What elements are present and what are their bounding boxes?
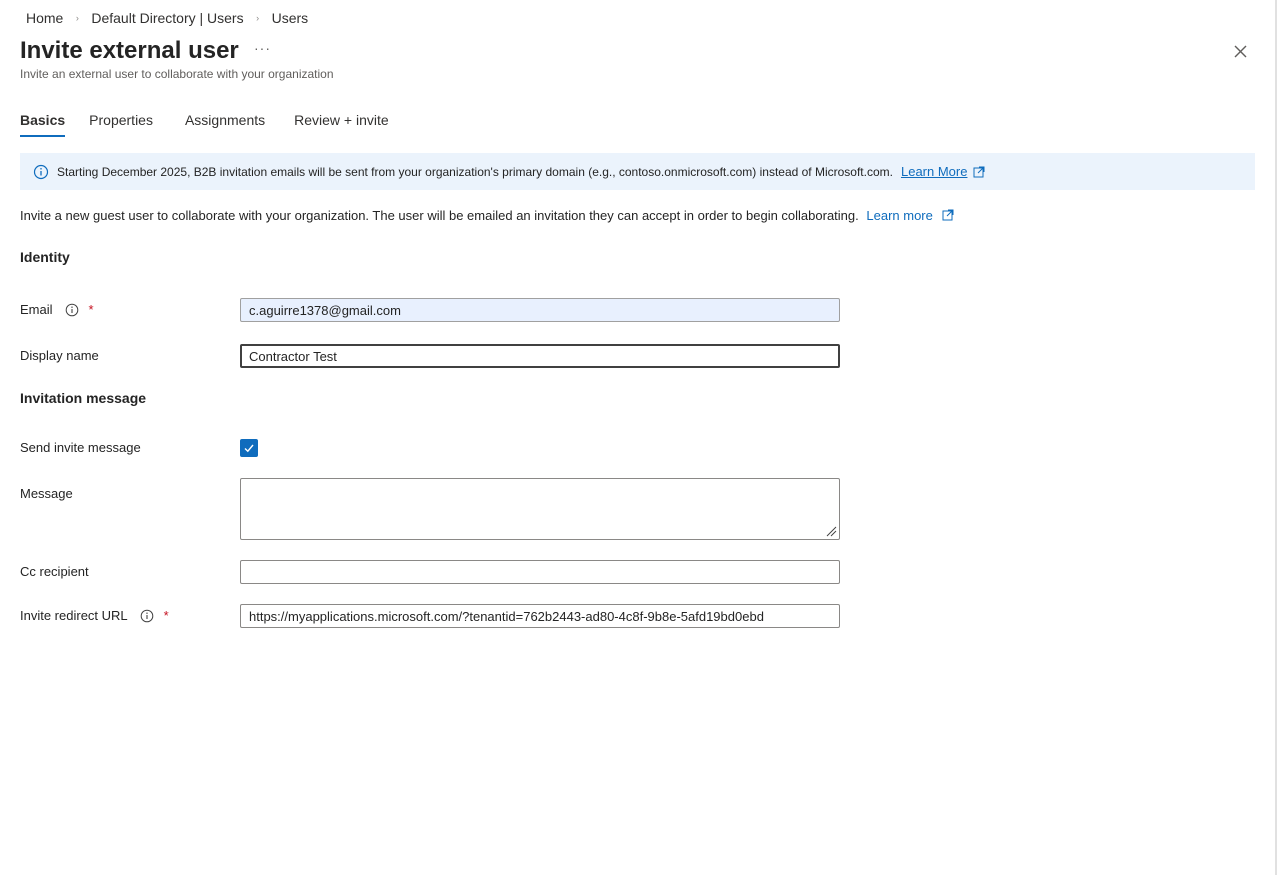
breadcrumb-users[interactable]: Users [271,10,309,26]
send-invite-label-text: Send invite message [20,440,141,455]
external-link-icon[interactable] [942,209,954,221]
redirect-url-field[interactable] [240,604,840,628]
message-label [20,486,73,502]
intro-text: Invite a new guest user to collaborate with your organization. The user will be emailed an invitation they can accept in order to begin collaborating. [20,208,859,223]
email-label [20,302,94,318]
breadcrumb [26,9,308,27]
checkmark-icon [243,442,255,454]
tab-basics[interactable]: Basics [20,108,65,137]
breadcrumb-separator: › [256,13,260,23]
display-name-field[interactable] [240,344,840,368]
breadcrumb-separator: › [75,13,79,23]
close-icon[interactable] [1229,40,1251,62]
required-asterisk: * [163,608,169,623]
cc-recipient-label [20,564,89,580]
breadcrumb-home[interactable]: Home [26,10,64,26]
external-link-icon[interactable] [973,166,985,178]
banner-learn-more-link[interactable]: Learn More [900,164,968,179]
more-options-icon[interactable]: ··· [254,40,271,56]
email-field[interactable] [240,298,840,322]
redirect-url-label-text: Invite redirect URL [20,608,128,623]
intro-learn-more-link[interactable]: Learn more [866,208,933,223]
display-name-label-text: Display name [20,348,99,363]
display-name-label [20,348,99,364]
info-icon[interactable] [140,609,154,623]
page-title: Invite external user [20,37,239,64]
send-invite-checkbox[interactable] [240,439,258,457]
tab-review-invite[interactable]: Review + invite [294,112,389,128]
redirect-url-label [20,608,169,624]
resize-grip-icon[interactable] [825,525,837,537]
info-banner [20,153,1255,190]
invitation-message-heading: Invitation message [20,390,147,406]
required-asterisk: * [88,302,94,317]
tab-assignments[interactable]: Assignments [184,112,266,128]
email-label-text: Email [20,302,53,317]
cc-recipient-field[interactable] [240,560,840,584]
send-invite-label [20,440,141,456]
tab-list [20,108,389,137]
info-icon [33,164,49,180]
message-textarea[interactable] [240,478,840,540]
intro-text-row [20,208,954,223]
page-subtitle: Invite an external user to collaborate with your organization [20,67,334,81]
breadcrumb-default-directory[interactable]: Default Directory | Users [91,10,244,26]
message-label-text: Message [20,486,73,501]
identity-heading: Identity [20,249,70,265]
cc-recipient-label-text: Cc recipient [20,564,89,579]
banner-text: Starting December 2025, B2B invitation emails will be sent from your organization's primary domain (e.g., contoso.onmicrosoft.com) instead of Microsoft.com. [57,164,893,179]
info-icon[interactable] [65,303,79,317]
tab-properties[interactable]: Properties [89,112,153,128]
